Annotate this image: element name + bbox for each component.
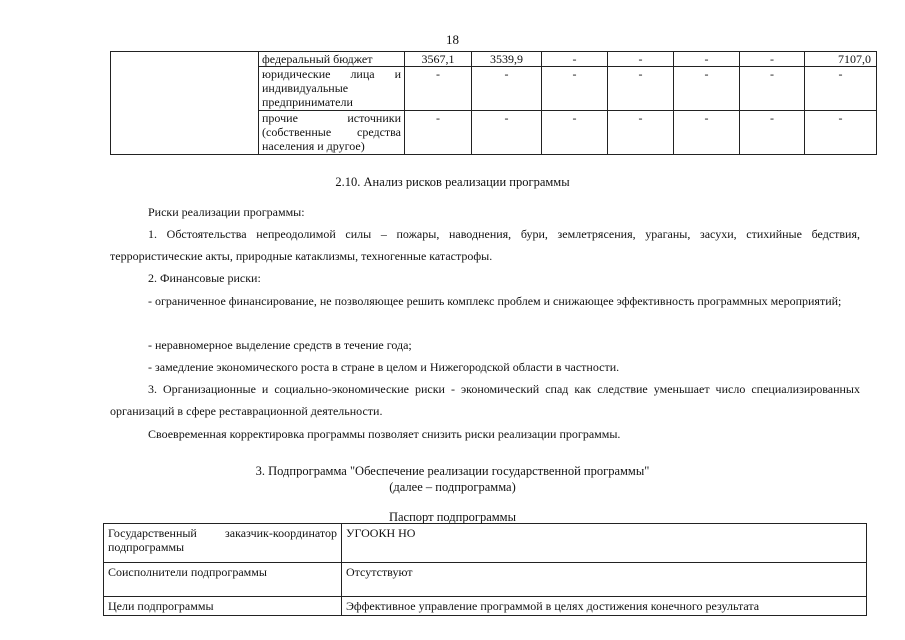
value-cell: 7107,0 (805, 52, 877, 67)
page-number: 18 (446, 32, 459, 47)
value-cell: - (608, 52, 674, 67)
passport-title: Паспорт подпрограммы (388, 510, 516, 524)
paragraph: 3. Организационные и социально-экономические риски - экономический спад как следствие уменьшает число специализированных организаций в сфере реставрационной деятельности. (110, 382, 860, 418)
table-row (104, 563, 867, 597)
paragraph: - неравномерное выделение средств в течение года; (148, 338, 412, 352)
table-row (104, 524, 867, 563)
paragraph: - замедление экономического роста в стране в целом и Нижегородской области в частности. (148, 360, 620, 374)
value-cell: - (674, 67, 740, 111)
finance-table (110, 51, 877, 155)
passport-key: Соисполнители подпрограммы (104, 563, 342, 597)
table-row (104, 597, 867, 616)
section-title: 2.10. Анализ рисков реализации программы (335, 175, 570, 189)
value-cell: - (740, 111, 805, 155)
value-cell: - (405, 111, 472, 155)
value-cell: - (740, 67, 805, 111)
subprogram-subtitle: (далее – подпрограмма) (389, 480, 516, 494)
value-cell: - (608, 67, 674, 111)
subprogram-title: 3. Подпрограмма "Обеспечение реализации государственной программы" (255, 464, 650, 478)
value-cell: 3567,1 (405, 52, 472, 67)
value-cell: - (608, 111, 674, 155)
paragraph: Своевременная корректировка программы позволяет снизить риски реализации программы. (148, 427, 621, 441)
passport-value: Эффективное управление программой в целях достижения конечного результата (342, 597, 867, 616)
passport-key: Государственный заказчик-координатор подпрограммы (104, 524, 342, 563)
row-label: юридические лица и индивидуальные предприниматели (259, 67, 405, 111)
paragraph: 2. Финансовые риски: (148, 271, 261, 285)
value-cell: - (674, 52, 740, 67)
paragraph: 1. Обстоятельства непреодолимой силы – пожары, наводнения, бури, землетрясения, ураганы, засухи, стихийные бедствия, террористические акты, природные катаклизмы, техногенные катастрофы. (110, 227, 860, 263)
value-cell: - (405, 67, 472, 111)
value-cell: - (472, 67, 542, 111)
value-cell: - (805, 67, 877, 111)
table-row (111, 52, 877, 67)
value-cell: - (472, 111, 542, 155)
value-cell: - (740, 52, 805, 67)
empty-cell (111, 52, 259, 155)
passport-value: УГООКН НО (342, 524, 867, 563)
paragraph: - ограниченное финансирование, не позволяющее решить комплекс проблем и снижающее эффективность программных мероприятий; (148, 294, 842, 308)
paragraph: Риски реализации программы: (148, 205, 305, 219)
value-cell: - (542, 111, 608, 155)
passport-value: Отсутствуют (342, 563, 867, 597)
row-label: прочие источники (собственные средства населения и другое) (259, 111, 405, 155)
value-cell: - (542, 52, 608, 67)
value-cell: - (805, 111, 877, 155)
passport-table (103, 523, 867, 616)
row-label: федеральный бюджет (259, 52, 405, 67)
value-cell: - (674, 111, 740, 155)
passport-key: Цели подпрограммы (104, 597, 342, 616)
value-cell: - (542, 67, 608, 111)
value-cell: 3539,9 (472, 52, 542, 67)
